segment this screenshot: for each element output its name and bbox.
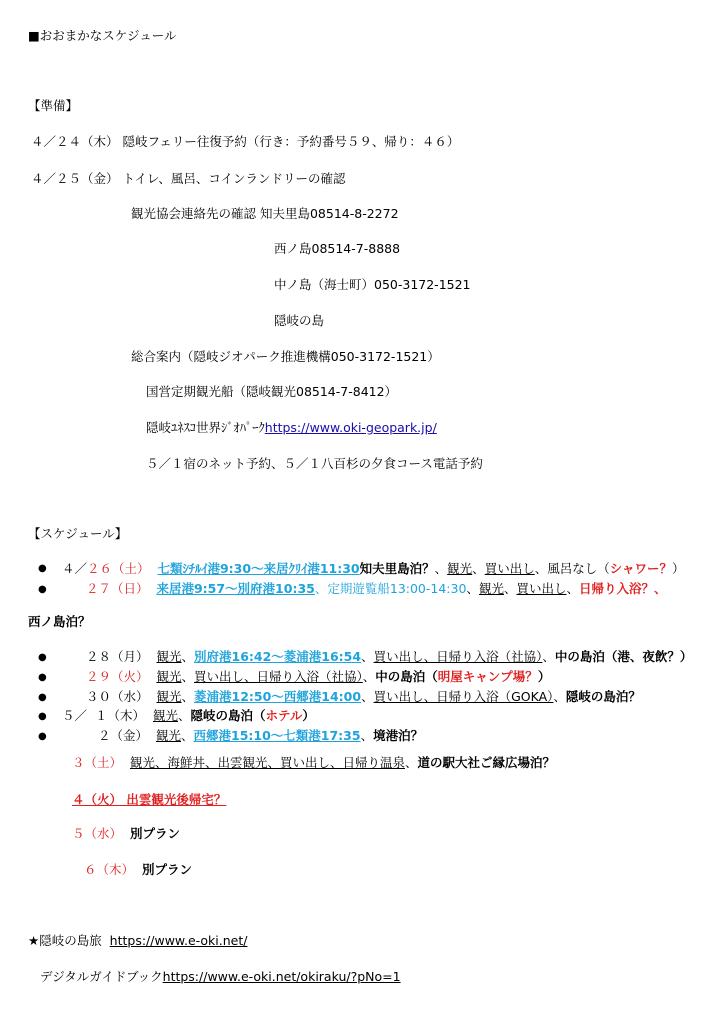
bullet: ● [38,584,47,595]
geopark-label: 隠岐ﾕﾈｽｺ世界ｼﾞｵﾊﾟｰｸ [146,420,265,435]
prep-reservations: ５／１宿のネット予約、５／１八百杉の夕食コース電話予約 [146,456,483,471]
stay: 隠岐の島泊？ [565,689,641,704]
schedule-row-0502 [98,728,423,744]
schedule-row-0426 [62,561,685,577]
activity: 観光 [478,581,504,596]
campsite-note: 明屋キャンプ場？ [437,669,538,684]
guidebook-label: デジタルガイドブック [40,969,163,984]
prep-contact-nakanoshima: 中ノ島（海士町）050-3172-1521 [274,277,471,292]
schedule-row-0501 [62,708,315,724]
bullet: ● [38,672,47,683]
plan: 別プラン [141,862,192,877]
separator: 、 [181,649,194,664]
activity: 観光 [447,561,473,576]
date-day: １（木） [94,708,145,723]
page-title: ■おおまかなスケジュール [28,28,177,43]
date-day: ２８（月） [86,649,149,664]
date-day: ３（土） [72,755,123,770]
ferry-route: 七類ｼﾁﾙｲ港9:30～来居ｸﾘｲ港11:30 [157,561,360,576]
prep-sightseeing-boat: 国営定期観光船（隠岐観光08514-7-8412） [146,384,398,399]
stay: 隠岐の島泊（ [190,708,266,723]
activity-note: 、風呂なし（ [534,561,610,576]
footer-guidebook [40,969,401,985]
date-month: ５／ [62,708,88,723]
separator: 、 [360,728,374,743]
bullet: ● [38,731,47,742]
date-day: ５（水） [72,826,123,841]
hotel-note: ホテル [265,708,303,723]
activity: 観光 [156,689,182,704]
oki-travel-link[interactable]: https://www.e-oki.net/ [109,933,248,948]
boat-tour: 、定期遊覧船13:00-14:30 [314,581,467,596]
schedule-row-0429 [86,669,550,685]
separator: 、 [404,755,418,770]
schedule-row-0504: ４（火） 出雲観光後帰宅？ [72,792,227,807]
stay: 道の駅大社ご縁広場泊？ [417,755,556,770]
separator: 、 [503,581,517,596]
date-day: ３０（水） [86,689,149,704]
separator: 、 [180,728,194,743]
prep-heading: 【準備】 [28,98,79,113]
prep-general-info: 総合案内（隠岐ジオパーク推進機構050-3172-1521） [131,349,440,364]
date-day: ２７（日） [86,581,149,596]
date-day: ２９（火） [86,669,149,684]
prep-facility-check: ４／２５（金） トイレ、風呂、コインランドリーの確認 [31,171,346,186]
activity: 買い出し [484,561,535,576]
oki-travel-label: ★隠岐の島旅 [28,933,102,948]
bullet: ● [38,652,47,663]
stay: 中の島泊（港、夜飲？） [554,649,693,664]
activity: 観光 [152,708,178,723]
shower-note: シャワー？ [609,561,672,576]
schedule-row-0427 [86,581,667,597]
prep-contact-nishinoshima: 西ノ島08514-7-8888 [274,241,401,256]
activity: 観光 [156,649,182,664]
bullet: ● [38,563,47,574]
stay: 中の島泊（ [375,669,438,684]
separator: 、 [177,708,191,723]
ferry-route: 菱浦港12:50～西郷港14:00 [194,689,362,704]
date-day: ６（木） [84,862,135,877]
stay: 知夫里島泊？ [359,561,435,576]
ferry-route: 西郷港15:10～七類港17:35 [193,728,361,743]
geopark-link[interactable]: https://www.oki-geopark.jp/ [264,420,437,435]
schedule-row-0505 [72,826,180,842]
activity: 観光 [155,728,181,743]
date-month: ４／ [62,561,88,576]
activity: 観光 [156,669,182,684]
ferry-route: 来居港9:57～別府港10:35 [156,581,315,596]
separator: 、 [181,689,194,704]
separator: 、 [466,581,479,596]
activity: 買い出し、日帰り入浴（社協） [194,669,363,684]
footer-oki-travel [28,933,247,949]
separator: ） [671,561,685,576]
date-day: ２（金） [98,728,149,743]
activity: 観光、海鮮丼、出雲観光、買い出し、日帰り温泉 [129,755,405,770]
schedule-row-0428 [86,649,692,665]
schedule-row-0506 [84,862,192,878]
stay: 境港泊？ [373,728,424,743]
activity: 買い出し、日帰り入浴（社協） [373,649,543,664]
separator: 、 [553,689,566,704]
separator: 、 [472,561,485,576]
plan: 別プラン [129,826,180,841]
separator: 、 [181,669,194,684]
prep-tourism-contact: 観光協会連絡先の確認 知夫里島08514-8-2272 [131,206,399,221]
separator: 、 [566,581,579,596]
prep-contact-okinoshima: 隠岐の島 [274,313,325,328]
date-day: ２６（土） [87,561,150,576]
bullet: ● [38,692,47,703]
separator: ） [302,708,315,723]
prep-ferry-reservation: ４／２４（木） 隠岐フェリー往復予約（行き：予約番号５９、帰り：４６） [31,134,460,149]
ferry-route: 別府港16:42～菱浦港16:54 [194,649,362,664]
separator: ） [537,669,551,684]
prep-geopark-line [146,420,437,436]
schedule-row-0430 [86,689,641,705]
activity: 買い出し [516,581,567,596]
separator: 、 [434,561,448,576]
schedule-heading: 【スケジュール】 [28,526,128,541]
bath-note: 日帰り入浴？、 [579,581,667,596]
guidebook-link[interactable]: https://www.e-oki.net/okiraku/?pNo=1 [162,969,401,984]
stay-nishinoshima: 西ノ島泊？ [28,614,91,629]
bullet: ● [38,711,47,722]
separator: 、 [361,649,374,664]
separator: 、 [361,689,374,704]
schedule-row-0503 [72,755,555,771]
separator: 、 [542,649,555,664]
separator: 、 [362,669,376,684]
activity: 買い出し、日帰り入浴（GOKA） [373,689,554,704]
